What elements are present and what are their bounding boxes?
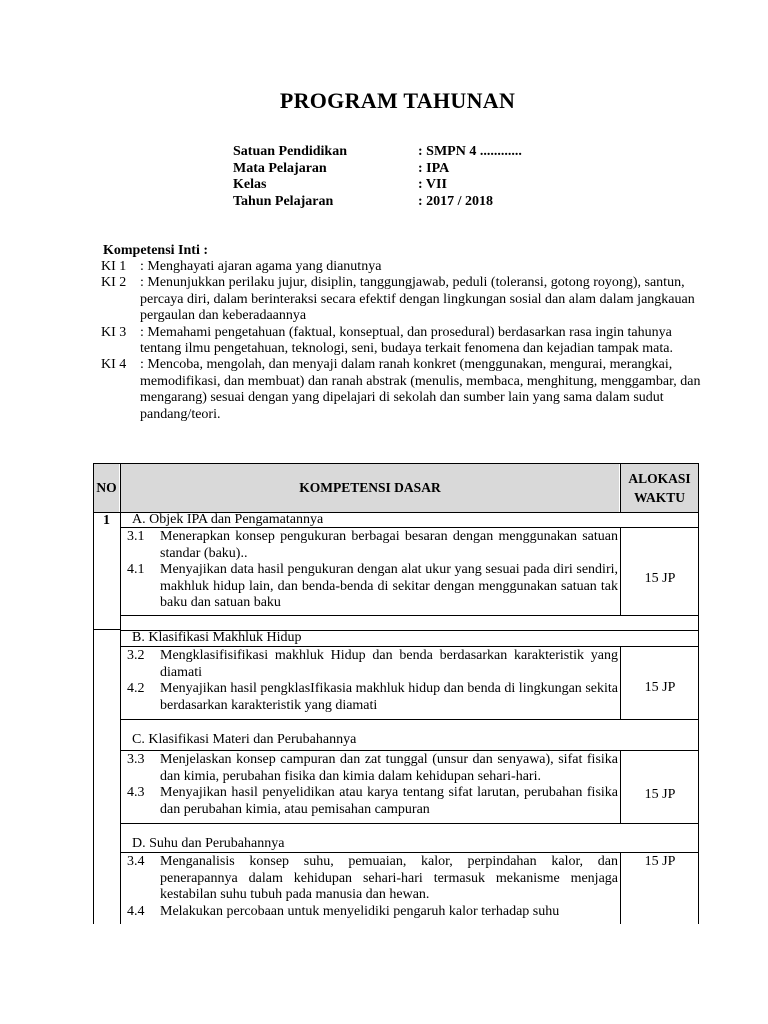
kd-text: Menganalisis konsep suhu, pemuaian, kalor, perpindahan kalor, dan penerapannya dalam kehidupan sehari-hari termasuk mekanisme menjaga kestabilan suhu tubuh pada manusia dan hewan. (160, 854, 618, 902)
kd-code: 3.3 (127, 752, 145, 767)
table-border (121, 719, 699, 720)
info-label: Tahun Pelajaran (233, 194, 334, 210)
ki-item (103, 275, 703, 324)
kd-code: 3.2 (127, 648, 145, 663)
row-number: 1 (103, 513, 110, 528)
table-border (120, 463, 121, 924)
kd-text: Mengklasifisifikasi makhluk Hidup dan benda berdasarkan karakteristik yang diamati (160, 648, 618, 680)
kd-code: 3.1 (127, 529, 145, 544)
info-value: : SMPN 4 ............ (418, 144, 522, 159)
alokasi-waktu: 15 JP (644, 680, 676, 695)
kd-text: Menyajikan hasil penyelidikan atau karya tentang sifat larutan, perubahan fisika dan perubahan kimia, atau pemisahan campuran (160, 785, 618, 817)
kd-code: 3.4 (127, 854, 145, 869)
info-value: : 2017 / 2018 (418, 194, 494, 210)
kd-item (123, 904, 618, 921)
info-label: Mata Pelajaran (233, 160, 327, 176)
alokasi-waktu: 15 JP (644, 787, 676, 802)
kd-code: 4.3 (127, 785, 145, 800)
ki-text: : Memahami pengetahuan (faktual, konseptual, dan prosedural) berdasarkan rasa ingin tahunya tentang ilmu pengetahuan, teknologi, seni, budaya terkait fenomena dan kejadian tampak mata. (140, 324, 673, 357)
header-no: NO (94, 464, 119, 512)
header-alokasi-waktu: ALOKASI WAKTU (621, 464, 698, 512)
table-border (93, 463, 94, 924)
ki-text: : Menunjukkan perilaku jujur, disiplin, tanggungjawab, peduli (toleransi, gotong royong), santun, percaya diri, dalam berinteraksi secara efektif dengan lingkungan sosial dan alam dalam jangkauan pergaulan dan keberadaannya (140, 275, 695, 324)
ki-code: KI 3 (101, 324, 127, 340)
ki-code: KI 1 (101, 259, 127, 274)
info-row (233, 144, 522, 161)
ki-code: KI 4 (101, 357, 127, 373)
kd-item (123, 648, 618, 681)
info-value: : IPA (418, 160, 450, 176)
alokasi-waktu: 15 JP (644, 571, 676, 586)
section-title: D. Suhu dan Perubahannya (132, 836, 285, 851)
kd-list (123, 648, 618, 714)
table-border (121, 646, 699, 647)
kd-item (123, 562, 618, 612)
kd-text: Menyajikan hasil pengklasIfikasia makhluk hidup dan benda di lingkungan sekita berdasarkan karakteristik yang diamati (160, 681, 618, 713)
section-title: C. Klasifikasi Materi dan Perubahannya (132, 732, 357, 747)
info-row (233, 177, 522, 194)
kd-code: 4.1 (127, 562, 145, 577)
kd-list (123, 752, 618, 818)
table-border (121, 615, 699, 616)
ki-text: : Menghayati ajaran agama yang dianutnya (140, 259, 382, 274)
kd-item (123, 854, 618, 904)
kd-list (123, 529, 618, 612)
table-border (121, 852, 699, 853)
ki-item (103, 259, 703, 275)
ki-text: : Mencoba, mengolah, dan menyaji dalam ranah konkret (menggunakan, mengurai, merangkai, memodifikasi, dan membuat) dan ranah abstrak (menulis, membaca, menghitung, menggambar, dan mengarang) sesuai dengan yang dipelajari di sekolah dan sumber lain yang sama dalam sudut pandang/teori. (140, 357, 701, 422)
kd-list (123, 854, 618, 920)
info-label: Kelas (233, 177, 267, 193)
kd-item (123, 529, 618, 562)
table-border (93, 463, 699, 464)
info-row (233, 161, 522, 178)
table-border (93, 629, 121, 630)
table-border (121, 823, 699, 824)
kompetensi-dasar-table (93, 463, 699, 924)
kompetensi-inti-heading: Kompetensi Inti : (103, 243, 208, 258)
kd-text: Menyajikan data hasil pengukuran dengan alat ukur yang sesuai pada diri sendiri, makhluk hidup lain, dan benda-benda di sekitar dengan menggunakan satuan tak baku dan satuan baku (160, 562, 618, 610)
kompetensi-inti (103, 242, 703, 423)
header-kompetensi-dasar: KOMPETENSI DASAR (121, 464, 619, 512)
page-title: PROGRAM TAHUNAN (279, 88, 516, 113)
kd-code: 4.4 (127, 903, 145, 919)
kd-code: 4.2 (127, 681, 145, 696)
kd-item (123, 785, 618, 818)
section-title: B. Klasifikasi Makhluk Hidup (132, 630, 302, 645)
kd-text: Menerapkan konsep pengukuran berbagai besaran dengan menggunakan satuan standar (baku).. (160, 529, 618, 561)
table-border (620, 463, 621, 513)
ki-item (103, 325, 703, 358)
kd-item (123, 681, 618, 714)
info-row (233, 194, 522, 211)
info-label: Satuan Pendidikan (233, 144, 347, 159)
kd-text: Menjelaskan konsep campuran dan zat tunggal (unsur dan senyawa), sifat fisika dan kimia, perubahan fisika dan kimia dalam kehidupan sehari-hari. (160, 752, 618, 784)
kd-text: Melakukan percobaan untuk menyelidiki pengaruh kalor terhadap suhu (160, 903, 560, 919)
ki-item (103, 357, 703, 423)
info-value: : VII (418, 177, 447, 193)
document-info (233, 144, 522, 211)
alokasi-waktu: 15 JP (644, 854, 676, 869)
kd-item (123, 752, 618, 785)
section-title: A. Objek IPA dan Pengamatannya (132, 512, 324, 527)
table-border (121, 750, 699, 751)
ki-code: KI 2 (101, 275, 127, 291)
